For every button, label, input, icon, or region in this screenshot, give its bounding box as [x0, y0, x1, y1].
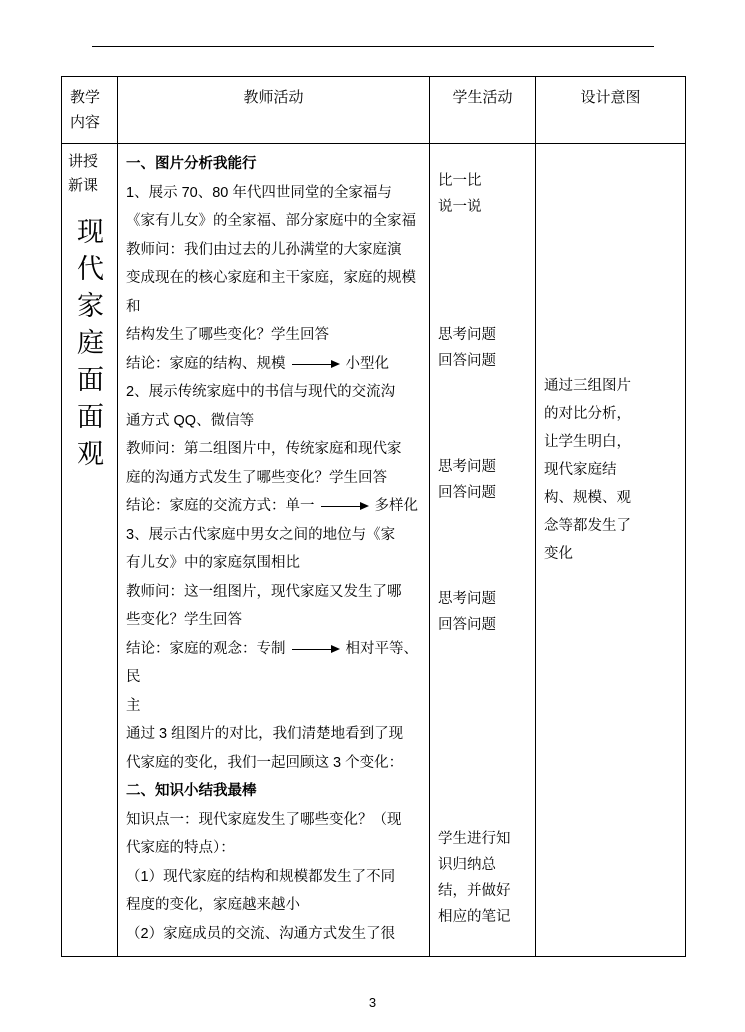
design-intent-line: 让学生明白，: [544, 434, 631, 450]
teacher-activity-paragraph: [126, 749, 421, 778]
paragraph-text: 一、图片分析我能行: [126, 156, 257, 172]
paragraph-text: 结论：家庭的观念：专制: [126, 640, 286, 657]
header-content-line1: 教学: [70, 89, 101, 106]
header-content-line2: 内容: [70, 114, 101, 131]
paragraph-text: 结论：家庭的交流方式：单一: [126, 498, 315, 514]
teacher-activity-paragraph: [126, 378, 421, 407]
student-activity-line: 思考问题: [438, 591, 496, 607]
header-rule: [92, 46, 654, 47]
vertical-title-char: 面: [77, 365, 104, 395]
teacher-activity-paragraph: [126, 606, 421, 635]
teaching-stage-label-1: 讲授: [68, 153, 99, 170]
paragraph-text: 教师问：第二组图片中，传统家庭和现代家: [126, 441, 402, 457]
student-activity-line: 学生进行知: [438, 831, 511, 847]
teacher-activity-paragraph: [126, 549, 421, 578]
design-intent-line: 的对比分析，: [544, 406, 631, 422]
paragraph-text: 程度的变化，家庭越来越小: [126, 897, 300, 913]
teacher-activity-paragraph: [126, 578, 421, 607]
teacher-activity-paragraph: [126, 435, 421, 464]
paragraph-text: 教师问：这一组图片，现代家庭又发生了哪: [126, 583, 402, 600]
student-activity-block: [438, 586, 530, 638]
header-cell-teacher: [118, 77, 430, 144]
table-body-row: [62, 144, 686, 957]
paragraph-text: 通过 3 组图片的对比，我们清楚地看到了现: [126, 726, 404, 742]
design-intent-line: 现代家庭结: [544, 462, 617, 478]
teacher-activity-paragraph: [126, 492, 421, 521]
teacher-activity-paragraph: [126, 236, 421, 265]
teacher-activity-paragraph: [126, 264, 421, 321]
header-teacher-label: 教师活动: [243, 89, 304, 106]
teacher-activity-paragraph: [126, 179, 421, 208]
header-cell-intent: [536, 77, 686, 144]
paragraph-text: （1）现代家庭的结构和规模都发生了不同: [126, 868, 396, 885]
teacher-activity-paragraph: [126, 692, 421, 721]
vertical-lesson-title: [68, 214, 113, 473]
teacher-activity-paragraph: [126, 834, 421, 863]
student-activity-line: 说一说: [438, 199, 482, 215]
teacher-activity-paragraph: [126, 521, 421, 550]
paragraph-text: 二、知识小结我最棒: [126, 783, 257, 799]
paragraph-text: 通方式 QQ、微信等: [126, 412, 255, 429]
student-activity-block: [438, 826, 530, 930]
teacher-activity-paragraph: [126, 150, 421, 179]
teacher-activity-paragraph: [126, 863, 421, 892]
paragraph-text: 教师问：我们由过去的儿孙满堂的大家庭演: [126, 241, 402, 258]
vertical-title-char: 庭: [77, 328, 104, 358]
design-intent-line: 念等都发生了: [544, 518, 631, 534]
header-intent-label: 设计意图: [580, 89, 641, 106]
teacher-activity-paragraph: [126, 321, 421, 350]
vertical-title-char: 现: [77, 217, 104, 247]
paragraph-text-after-arrow: 小型化: [345, 355, 389, 372]
header-student-label: 学生活动: [452, 89, 513, 106]
teaching-stage-label-2: 新课: [68, 177, 99, 194]
student-activity-line: 回答问题: [438, 485, 496, 501]
page-number: 3: [368, 995, 377, 1010]
cell-teacher-activity: [118, 144, 430, 957]
teacher-activity-paragraph: [126, 464, 421, 493]
paragraph-text-after-arrow: 相对平等、民: [126, 640, 418, 685]
lesson-plan-table: [61, 76, 686, 957]
design-intent-line: 通过三组图片: [544, 378, 631, 394]
student-activity-line: 比一比: [438, 173, 482, 189]
student-activity-block: [438, 322, 530, 374]
vertical-title-char: 观: [77, 439, 104, 469]
paragraph-text: 主: [126, 697, 141, 714]
cell-student-activity: [430, 144, 536, 957]
paragraph-text: 些变化？学生回答: [126, 612, 242, 628]
paragraph-text: 《家有儿女》的全家福、部分家庭中的全家福: [126, 213, 416, 229]
paragraph-text: 3、展示古代家庭中男女之间的地位与《家: [126, 526, 396, 543]
cell-teaching-content: [62, 144, 118, 957]
paragraph-text: 1、展示 70、80 年代四世同堂的全家福与: [126, 184, 392, 201]
paragraph-text: 变成现在的核心家庭和主干家庭，家庭的规模和: [126, 270, 416, 315]
student-activity-line: 思考问题: [438, 459, 496, 475]
teacher-activity-paragraph: [126, 777, 421, 806]
paragraph-text: 知识点一：现代家庭发生了哪些变化？（现: [126, 811, 402, 828]
teacher-activity-paragraph: [126, 806, 421, 835]
vertical-title-char: 面: [77, 402, 104, 432]
paragraph-text: 代家庭的变化，我们一起回顾这 3 个变化：: [126, 754, 404, 771]
paragraph-text: 2、展示传统家庭中的书信与现代的交流沟: [126, 384, 396, 400]
vertical-title-char: 代: [77, 254, 104, 284]
paragraph-text: 结构发生了哪些变化？学生回答: [126, 327, 329, 343]
teacher-activity-paragraph: [126, 350, 421, 379]
paragraph-text: 代家庭的特点）：: [126, 840, 235, 856]
student-activity-line: 思考问题: [438, 327, 496, 343]
cell-design-intent: [536, 144, 686, 957]
student-activity-line: 结，并做好: [438, 883, 511, 899]
paragraph-text: （2）家庭成员的交流、沟通方式发生了很: [126, 925, 396, 942]
student-activity-line: 相应的笔记: [438, 909, 511, 925]
design-intent-line: 变化: [544, 546, 573, 562]
teacher-activity-paragraph: [126, 407, 421, 436]
student-activity-line: 识归纳总: [438, 857, 496, 873]
paragraph-text: 结论：家庭的结构、规模: [126, 355, 286, 372]
teacher-activity-body: [118, 144, 429, 956]
table-header-row: [62, 77, 686, 144]
header-cell-content: [62, 77, 118, 144]
teacher-activity-paragraph: [126, 207, 421, 236]
paragraph-text-after-arrow: 多样化: [374, 498, 418, 514]
paragraph-text: 庭的沟通方式发生了哪些变化？学生回答: [126, 469, 387, 486]
teacher-activity-paragraph: [126, 891, 421, 920]
student-activity-line: 回答问题: [438, 617, 496, 633]
paragraph-text: 有儿女》中的家庭氛围相比: [126, 555, 300, 571]
teacher-activity-paragraph: [126, 920, 421, 949]
student-activity-line: 回答问题: [438, 353, 496, 369]
header-cell-student: [430, 77, 536, 144]
vertical-title-char: 家: [77, 291, 104, 321]
teacher-activity-paragraph: [126, 635, 421, 692]
design-intent-line: 构、规模、观: [544, 490, 631, 506]
student-activity-block: [438, 168, 530, 220]
student-activity-block: [438, 454, 530, 506]
teacher-activity-paragraph: [126, 720, 421, 749]
